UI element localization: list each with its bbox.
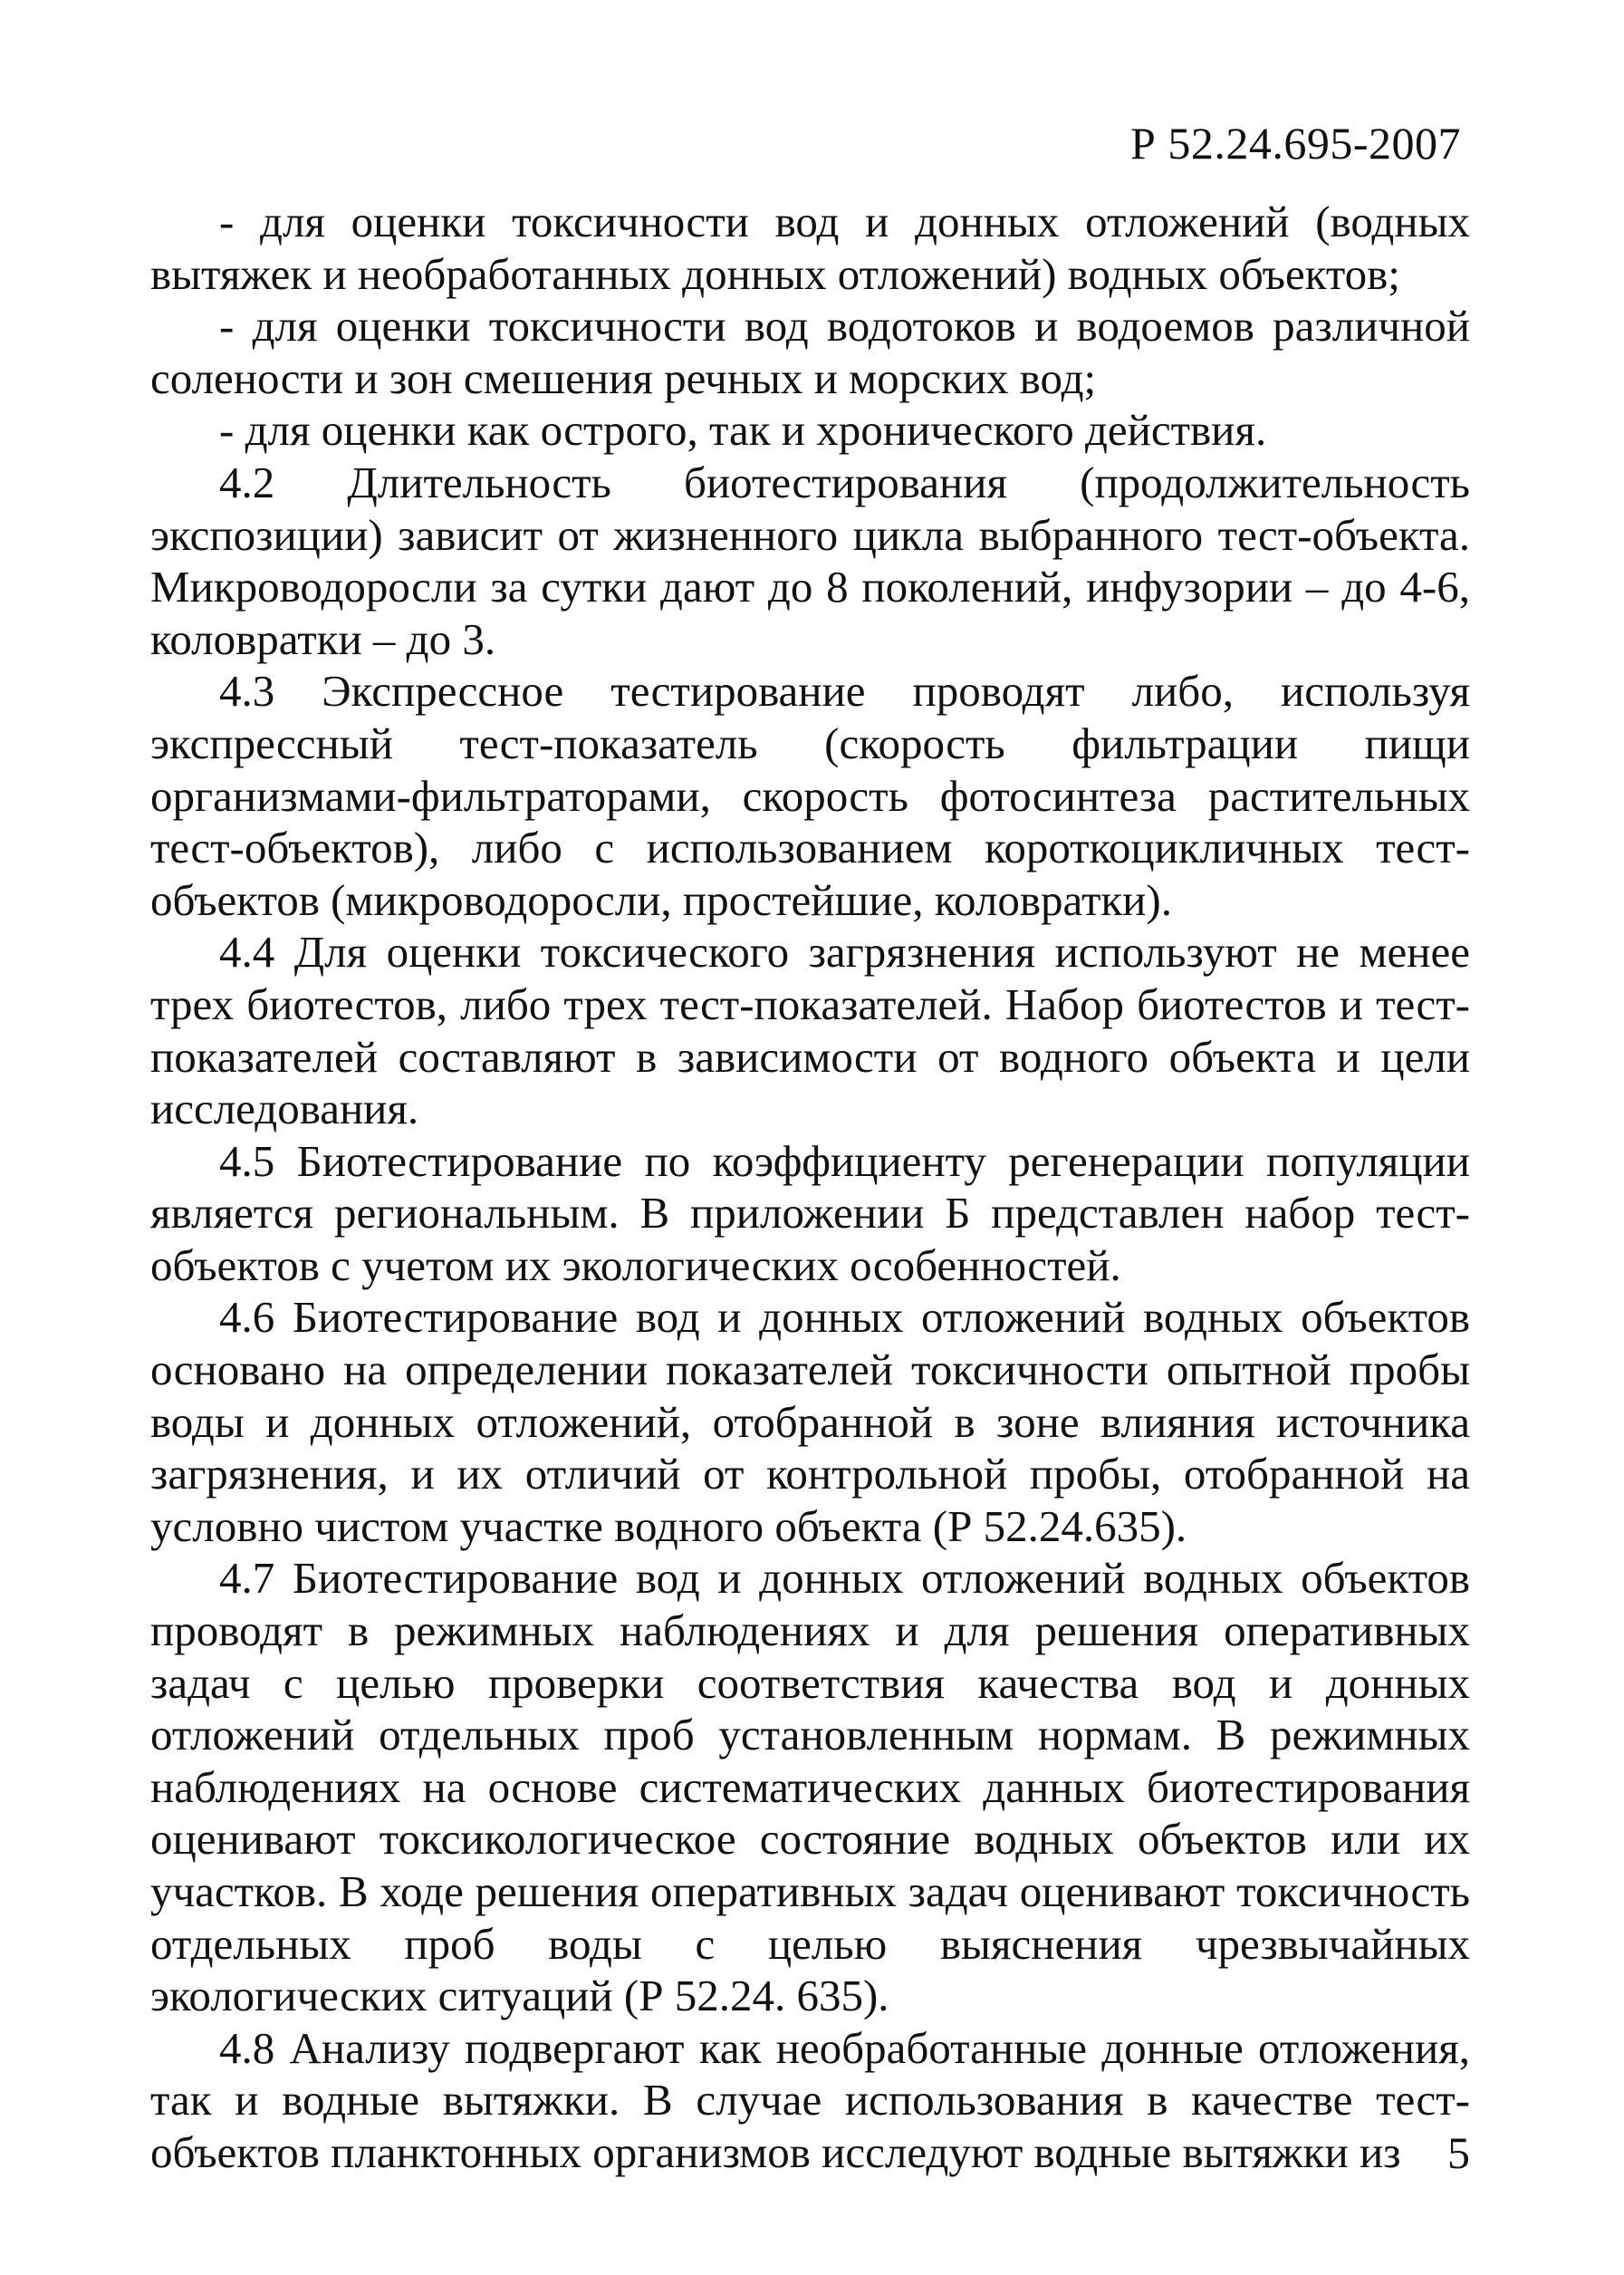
paragraph-4-7: 4.7 Биотестирование вод и донных отложений водных объектов проводят в режимных наблюдениях и для решения оперативных задач с целью проверки соответствия качества вод и донных отложений отдельных проб установленным нормам. В режимных наблюдениях на основе систематических данных биотестирования оценивают токсикологическое состояние водных объектов или их участков. В ходе решения оперативных задач оценивают токсичность отдельных проб воды с целью выяснения чрезвычайных экологических ситуаций (Р 52.24. 635).: [150, 1553, 1470, 2021]
paragraph-4-6: 4.6 Биотестирование вод и донных отложений водных объектов основано на определении показателей токсичности опытной пробы воды и донных отложений, отобранной в зоне влияния источника загрязнения, и их отличий от контрольной пробы, отобранной на условно чистом участке водного объекта (Р 52.24.635).: [150, 1292, 1470, 1551]
paragraph-4-3: 4.3 Экспрессное тестирование проводят либо, используя экспрессный тест-показатель (скорость фильтрации пищи организмами-фильтраторами, скорость фотосинтеза растительных тест-объектов), либо с использованием короткоцикличных тест-объектов (микроводоросли, простейшие, коловратки).: [150, 666, 1470, 925]
list-item: - для оценки токсичности вод и донных отложений (водных вытяжек и необработанных донных отложений) водных объектов;: [150, 197, 1470, 299]
page-number: 5: [1447, 2127, 1470, 2178]
list-item: - для оценки токсичности вод водотоков и водоемов различной солености и зон смешения речных и морских вод;: [150, 301, 1470, 403]
paragraph-4-4: 4.4 Для оценки токсического загрязнения используют не менее трех биотестов, либо трех тест-показателей. Набор биотестов и тест-показателей составляют в зависимости от водного объекта и цели исследования.: [150, 927, 1470, 1134]
paragraph-4-5: 4.5 Биотестирование по коэффициенту регенерации популяции является региональным. В приложении Б представлен набор тест-объектов с учетом их экологических особенностей.: [150, 1135, 1470, 1290]
paragraph-4-8: 4.8 Анализу подвергают как необработанные донные отложения, так и водные вытяжки. В случае использования в качестве тест-объектов планктонных организмов исследуют водные вытяжки из: [150, 2022, 1470, 2177]
body-text: [150, 196, 1470, 2179]
document-code: Р 52.24.695-2007: [1130, 118, 1461, 169]
list-item: - для оценки как острого, так и хронического действия.: [219, 405, 1267, 456]
paragraph-4-2: 4.2 Длительность биотестирования (продолжительность экспозиции) зависит от жизненного цикла выбранного тест-объекта. Микроводоросли за сутки дают до 8 поколений, инфузории – до 4-6, коловратки – до 3.: [150, 457, 1470, 664]
